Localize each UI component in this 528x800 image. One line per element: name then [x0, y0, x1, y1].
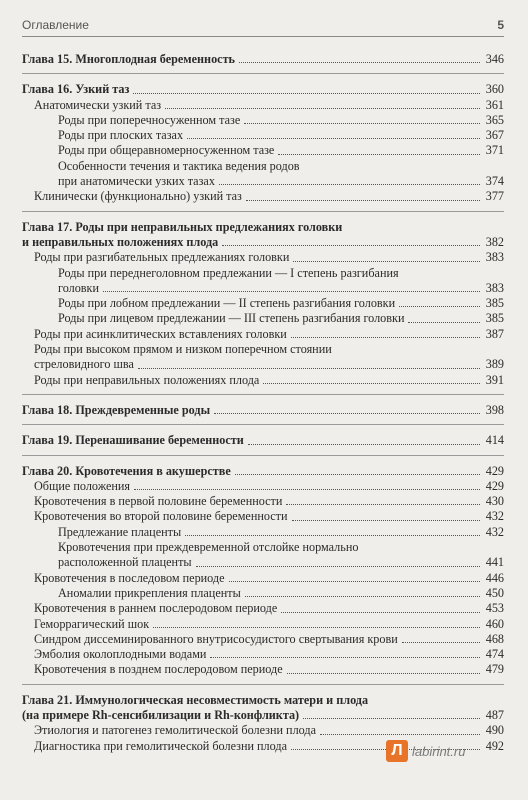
- dot-leader: [320, 734, 480, 735]
- toc-entry: [22, 525, 504, 540]
- toc-entry: [22, 662, 504, 677]
- toc-entry-label: Роды при асинклитических вставлениях головки: [34, 326, 287, 341]
- dot-leader: [239, 62, 480, 63]
- toc-page-number: 429: [485, 478, 504, 493]
- toc-entry-label: Этиология и патогенез гемолитической болезни плода: [34, 723, 317, 738]
- labirint-logo-icon: Л: [386, 740, 408, 762]
- toc-entry-label: Общие положения: [34, 478, 131, 493]
- toc-entry-label: Глава 15. Многоплодная беременность: [22, 52, 235, 66]
- dot-leader: [185, 535, 480, 536]
- dot-leader: [222, 245, 479, 246]
- header-title: Оглавление: [22, 18, 89, 32]
- toc-chapter: [22, 433, 504, 448]
- toc-page-number: 429: [485, 463, 504, 478]
- toc-entry-label: Кровотечения во второй половине беременности: [34, 509, 288, 524]
- toc-page-number: 487: [485, 707, 504, 722]
- toc-entry: [22, 250, 504, 265]
- toc-entry: [22, 509, 504, 524]
- watermark-text: labirint.ru: [412, 744, 466, 759]
- toc-entry-label: Роды при поперечносуженном тазе: [58, 112, 241, 127]
- dot-leader: [246, 200, 480, 201]
- dot-leader: [263, 383, 479, 384]
- toc-entry: [22, 327, 504, 342]
- toc-chapter: [22, 52, 504, 67]
- header-rule: [22, 36, 504, 37]
- dot-leader: [219, 184, 480, 185]
- toc-entry-label: стреловидного шва: [34, 357, 134, 372]
- toc-entry-line1: Глава 21. Иммунологическая несовместимость матери и плода: [22, 692, 369, 707]
- dot-leader: [408, 322, 479, 323]
- toc-entry: [22, 586, 504, 601]
- toc-page-number: 450: [485, 585, 504, 600]
- toc-page-number: 361: [485, 97, 504, 112]
- toc-page-number: 490: [485, 723, 504, 738]
- toc-entry: [22, 143, 504, 158]
- dot-leader: [244, 123, 479, 124]
- toc-page-number: 430: [485, 494, 504, 509]
- dot-leader: [399, 306, 480, 307]
- toc-page-number: 346: [485, 52, 504, 66]
- toc-page-number: 385: [485, 296, 504, 311]
- toc-entry-label: Эмболия околоплодными водами: [34, 647, 207, 662]
- toc-entry-label: Роды при разгибательных предлежаниях головки: [34, 250, 290, 265]
- toc-entry: [22, 189, 504, 204]
- chapter-separator: [22, 394, 504, 395]
- dot-leader: [210, 657, 479, 658]
- dot-leader: [134, 489, 480, 490]
- dot-leader: [153, 627, 480, 628]
- toc-entry-label: Синдром диссеминированного внутрисосудистого свертывания крови: [34, 631, 398, 646]
- toc-page-number: 367: [485, 128, 504, 143]
- toc-entry-label: Клинически (функционально) узкий таз: [34, 189, 242, 204]
- toc-page-number: 446: [485, 570, 504, 585]
- dot-leader: [133, 93, 479, 94]
- toc-entry: [22, 98, 504, 113]
- toc-entry: [22, 647, 504, 662]
- toc-entry-label: Анатомически узкий таз: [34, 97, 162, 112]
- dot-leader: [187, 138, 480, 139]
- toc-entry: [22, 479, 504, 494]
- toc-entry-label: и неправильных положениях плода: [22, 234, 219, 249]
- toc-page-number: 374: [485, 174, 504, 189]
- toc-entry-label: Кровотечения в позднем послеродовом периоде: [34, 662, 283, 677]
- toc-entry: [22, 128, 504, 143]
- chapter-separator: [22, 211, 504, 212]
- toc-entry-label: Кровотечения в первой половине беременности: [34, 494, 283, 509]
- table-of-contents: [22, 52, 504, 754]
- toc-entry: [22, 373, 504, 388]
- toc-page-number: 432: [485, 509, 504, 524]
- toc-entry: [22, 571, 504, 586]
- toc-entry-label: головки: [58, 280, 100, 295]
- toc-entry-line1: Кровотечения при преждевременной отслойке нормально: [58, 540, 359, 555]
- toc-page-number: 468: [485, 631, 504, 646]
- toc-entry-label: Роды при лицевом предлежании — III степень разгибания головки: [58, 311, 405, 326]
- toc-entry-label: расположенной плаценты: [58, 555, 192, 570]
- toc-entry: [22, 617, 504, 632]
- dot-leader: [214, 413, 480, 414]
- dot-leader: [165, 108, 480, 109]
- toc-entry-label: Глава 20. Кровотечения в акушерстве: [22, 463, 231, 478]
- toc-chapter: [22, 464, 504, 479]
- dot-leader: [248, 444, 480, 445]
- toc-entry-label: Кровотечения в раннем послеродовом периоде: [34, 601, 278, 616]
- toc-chapter: [22, 82, 504, 97]
- dot-leader: [292, 520, 480, 521]
- toc-entry-label: Роды при плоских тазах: [58, 128, 184, 143]
- dot-leader: [287, 673, 480, 674]
- toc-entry-label: (на примере Rh-сенсибилизации и Rh-конфликта): [22, 707, 300, 722]
- toc-entry-line1: Глава 17. Роды при неправильных предлежаниях головки: [22, 219, 343, 234]
- dot-leader: [103, 291, 480, 292]
- toc-chapter: [22, 403, 504, 418]
- toc-page-number: 382: [485, 234, 504, 249]
- toc-page-number: 441: [485, 555, 504, 570]
- toc-page-number: 365: [485, 112, 504, 127]
- running-header: [22, 10, 504, 32]
- toc-chapter: [22, 708, 504, 723]
- toc-page-number: 360: [485, 82, 504, 97]
- chapter-separator: [22, 424, 504, 425]
- dot-leader: [291, 337, 480, 338]
- toc-entry: [22, 296, 504, 311]
- dot-leader: [281, 612, 479, 613]
- toc-page-number: 377: [485, 189, 504, 204]
- toc-page-number: 383: [485, 250, 504, 265]
- chapter-separator: [22, 455, 504, 456]
- toc-page-number: 389: [485, 357, 504, 372]
- chapter-separator: [22, 684, 504, 685]
- dot-leader: [138, 368, 480, 369]
- dot-leader: [229, 581, 480, 582]
- toc-page-number: 432: [485, 524, 504, 539]
- toc-entry-label: при анатомически узких тазах: [58, 174, 215, 189]
- toc-entry-label: Кровотечения в последовом периоде: [34, 570, 225, 585]
- toc-page-number: 460: [485, 616, 504, 631]
- toc-page-number: 414: [485, 433, 504, 448]
- toc-page-number: 387: [485, 326, 504, 341]
- toc-entry: [22, 601, 504, 616]
- page-number: 5: [497, 18, 504, 32]
- toc-entry: [22, 357, 504, 372]
- toc-entry-line1: Особенности течения и тактика ведения родов: [58, 158, 300, 173]
- toc-entry: [22, 174, 504, 189]
- toc-entry-label: Диагностика при гемолитической болезни плода: [34, 738, 287, 753]
- toc-entry-label: Роды при лобном предлежании — II степень разгибания головки: [58, 296, 396, 311]
- dot-leader: [235, 474, 480, 475]
- dot-leader: [303, 718, 480, 719]
- dot-leader: [293, 261, 479, 262]
- toc-entry-label: Роды при общеравномерносуженном тазе: [58, 143, 275, 158]
- toc-entry-label: Геморрагический шок: [34, 616, 150, 631]
- toc-entry: [22, 311, 504, 326]
- toc-entry-label: Глава 18. Преждевременные роды: [22, 402, 211, 417]
- toc-chapter: [22, 235, 504, 250]
- toc-entry: [22, 113, 504, 128]
- toc-entry: [22, 555, 504, 570]
- toc-page-number: 385: [485, 311, 504, 326]
- toc-entry-label: Предлежание плаценты: [58, 524, 182, 539]
- toc-page-number: 383: [485, 280, 504, 295]
- toc-entry: [22, 723, 504, 738]
- toc-page-number: 398: [485, 402, 504, 417]
- chapter-separator: [22, 73, 504, 74]
- toc-entry-label: Аномалии прикрепления плаценты: [58, 585, 241, 600]
- toc-entry-label: Глава 19. Перенашивание беременности: [22, 433, 244, 448]
- toc-page-number: 371: [485, 143, 504, 158]
- toc-entry-label: Глава 16. Узкий таз: [22, 82, 130, 97]
- toc-page-number: 474: [485, 647, 504, 662]
- toc-entry: [22, 494, 504, 509]
- toc-entry: [22, 281, 504, 296]
- toc-page-number: 492: [485, 738, 504, 753]
- dot-leader: [286, 504, 479, 505]
- toc-page-number: 391: [485, 372, 504, 387]
- toc-entry-label: Роды при неправильных положениях плода: [34, 372, 260, 387]
- toc-page-number: 479: [485, 662, 504, 677]
- toc-page-number: 453: [485, 601, 504, 616]
- dot-leader: [278, 154, 479, 155]
- toc-entry-line1: Роды при высоком прямом и низком поперечном стоянии: [34, 342, 332, 357]
- dot-leader: [402, 642, 480, 643]
- dot-leader: [196, 566, 480, 567]
- dot-leader: [245, 596, 480, 597]
- toc-entry: [22, 632, 504, 647]
- toc-entry-line1: Роды при переднеголовном предлежании — I степень разгибания: [58, 265, 399, 280]
